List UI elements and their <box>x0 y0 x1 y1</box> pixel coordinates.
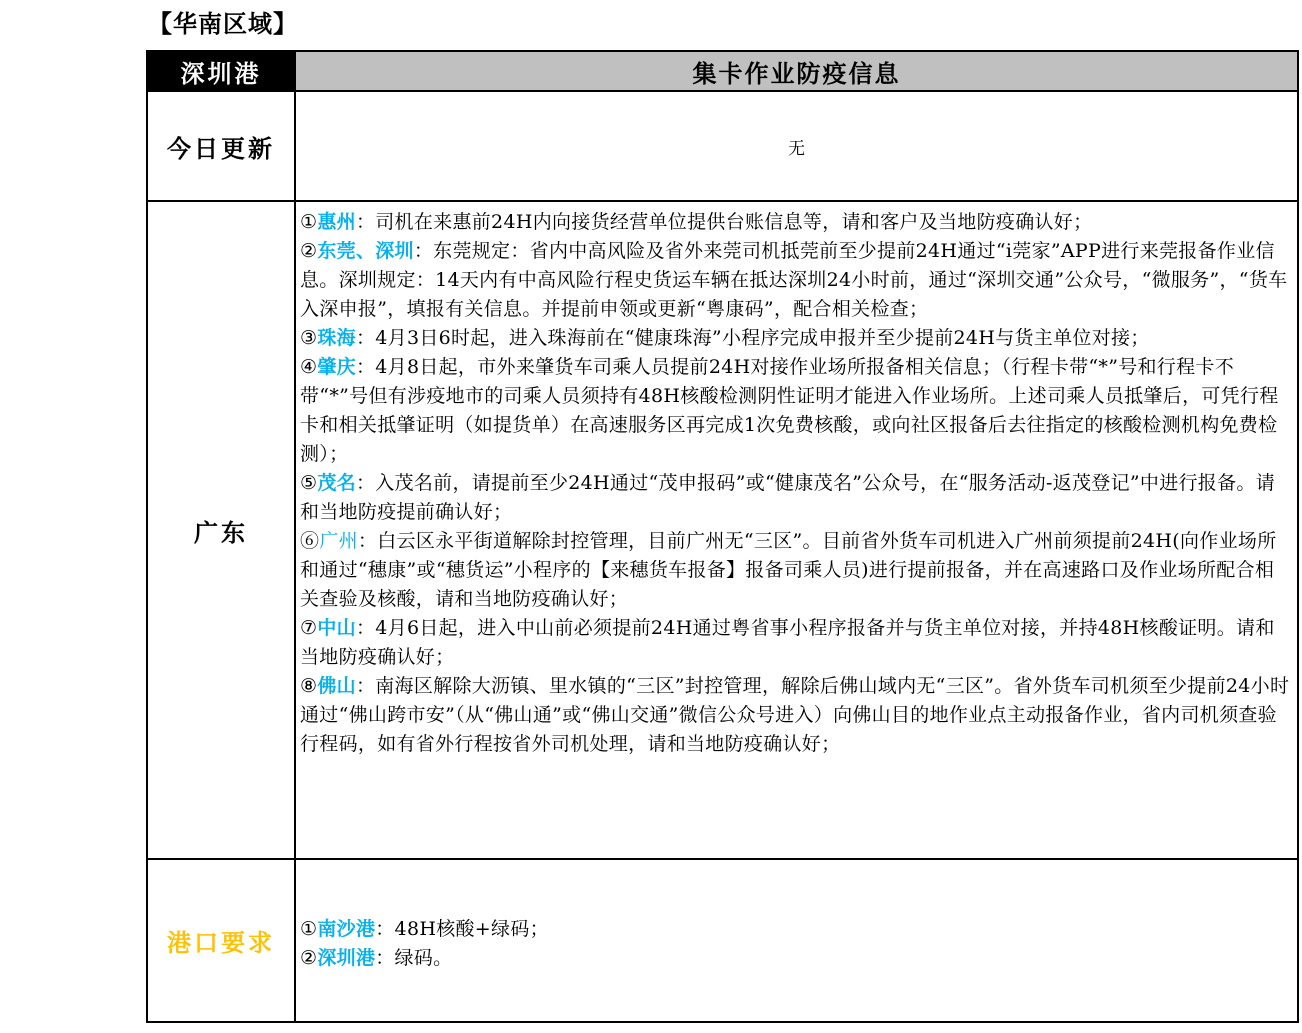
guangdong-item-dongguan-shenzhen <box>300 237 1291 324</box>
city-name: 肇庆 <box>317 356 356 378</box>
guangdong-label: 广东 <box>147 201 295 859</box>
header-row <box>147 51 1298 91</box>
item-text: ：司机在来惠前24H内向接货经营单位提供台账信息等，请和客户及当地防疫确认好； <box>355 211 1093 233</box>
city-name: 中山 <box>317 617 356 639</box>
city-name: 东莞、深圳 <box>317 240 414 262</box>
region-title: 【华南区域】 <box>148 9 298 38</box>
epidemic-info-table <box>146 50 1299 1023</box>
item-text: ：白云区永平街道解除封控管理，目前广州无“三区”。目前省外货车司机进入广州前须提前24H(向作业场所和通过“穗康”或“穗货运”小程序的【来穗货车报备】报备司乘人员)进行提前报备，并在高速路口及作业场所配合相关查验及核酸，请和当地防疫确认好； <box>300 530 1277 610</box>
guangdong-item-huizhou <box>300 208 1291 237</box>
port-name-header: 深圳港 <box>147 51 295 91</box>
guangdong-row <box>147 201 1298 859</box>
item-number: ④ <box>300 356 318 378</box>
item-number: ① <box>300 211 318 233</box>
item-number: ② <box>300 946 318 969</box>
item-text: ：4月6日起，进入中山前必须提前24H通过粤省事小程序报备并与货主单位对接，并持48H核酸证明。请和当地防疫确认好； <box>300 617 1275 668</box>
guangdong-content <box>295 201 1298 859</box>
city-name: 茂名 <box>317 472 356 494</box>
port-name: 深圳港 <box>317 946 376 969</box>
item-number: ⑥ <box>300 530 320 552</box>
item-number: ③ <box>300 327 318 349</box>
item-text: ：48H核酸+绿码； <box>375 917 549 940</box>
item-text: ：东莞规定：省内中高风险及省外来莞司机抵莞前至少提前24H通过“i莞家”APP进行来莞报备作业信息。深圳规定：14天内有中高风险行程史货运车辆在抵达深圳24小时前，通过“深圳交通”公众号，“微服务”，“货车入深申报”，填报有关信息。并提前申领或更新“粤康码”，配合相关检查； <box>300 240 1288 320</box>
guangdong-item-zhongshan <box>300 614 1291 672</box>
item-number: ⑦ <box>300 617 318 639</box>
item-number: ⑤ <box>300 472 318 494</box>
today-update-row <box>147 91 1298 201</box>
port-name: 南沙港 <box>317 917 376 940</box>
item-text: ：4月8日起，市外来肇货车司乘人员提前24H对接作业场所报备相关信息；（行程卡带“*”号和行程卡不带“*”号但有涉疫地市的司乘人员须持有48H核酸检测阴性证明才能进入作业场所。上述司乘人员抵肇后，可凭行程卡和相关抵肇证明（如提货单）在高速服务区再完成1次免费核酸，或向社区报备后去往指定的核酸检测机构免费检测）； <box>300 356 1279 465</box>
item-text: ：绿码。 <box>375 946 453 969</box>
port-item-nansha <box>300 915 1291 944</box>
guangdong-item-guangzhou <box>300 527 1291 614</box>
item-text: ：南海区解除大沥镇、里水镇的“三区”封控管理，解除后佛山域内无“三区”。省外货车司机须至少提前24小时通过“佛山跨市安”（从“佛山通”或“佛山交通”微信公众号进入）向佛山目的地作业点主动报备作业，省内司机须查验行程码，如有省外行程按省外司机处理，请和当地防疫确认好； <box>300 675 1290 755</box>
guangdong-item-zhuhai <box>300 324 1291 353</box>
info-title-header: 集卡作业防疫信息 <box>295 51 1298 91</box>
port-requirements-row <box>147 859 1298 1022</box>
today-update-value: 无 <box>295 91 1298 201</box>
port-requirements-content <box>295 859 1298 1022</box>
guangdong-item-zhaoqing <box>300 353 1291 469</box>
city-name: 惠州 <box>317 211 356 233</box>
port-item-shenzhen <box>300 944 1291 973</box>
item-number: ② <box>300 240 318 262</box>
item-number: ① <box>300 917 318 940</box>
city-name: 佛山 <box>317 675 356 697</box>
city-name: 珠海 <box>317 327 356 349</box>
guangdong-item-maoming <box>300 469 1291 527</box>
guangdong-item-foshan <box>300 672 1291 759</box>
item-text: ：入茂名前，请提前至少24H通过“茂申报码”或“健康茂名”公众号，在“服务活动-返茂登记”中进行报备。请和当地防疫提前确认好； <box>300 472 1276 523</box>
city-name: 广州 <box>319 530 358 552</box>
port-requirements-label: 港口要求 <box>147 859 295 1022</box>
item-number: ⑧ <box>300 675 318 697</box>
today-update-label: 今日更新 <box>147 91 295 201</box>
item-text: ：4月3日6时起，进入珠海前在“健康珠海”小程序完成申报并至少提前24H与货主单位对接； <box>355 327 1150 349</box>
